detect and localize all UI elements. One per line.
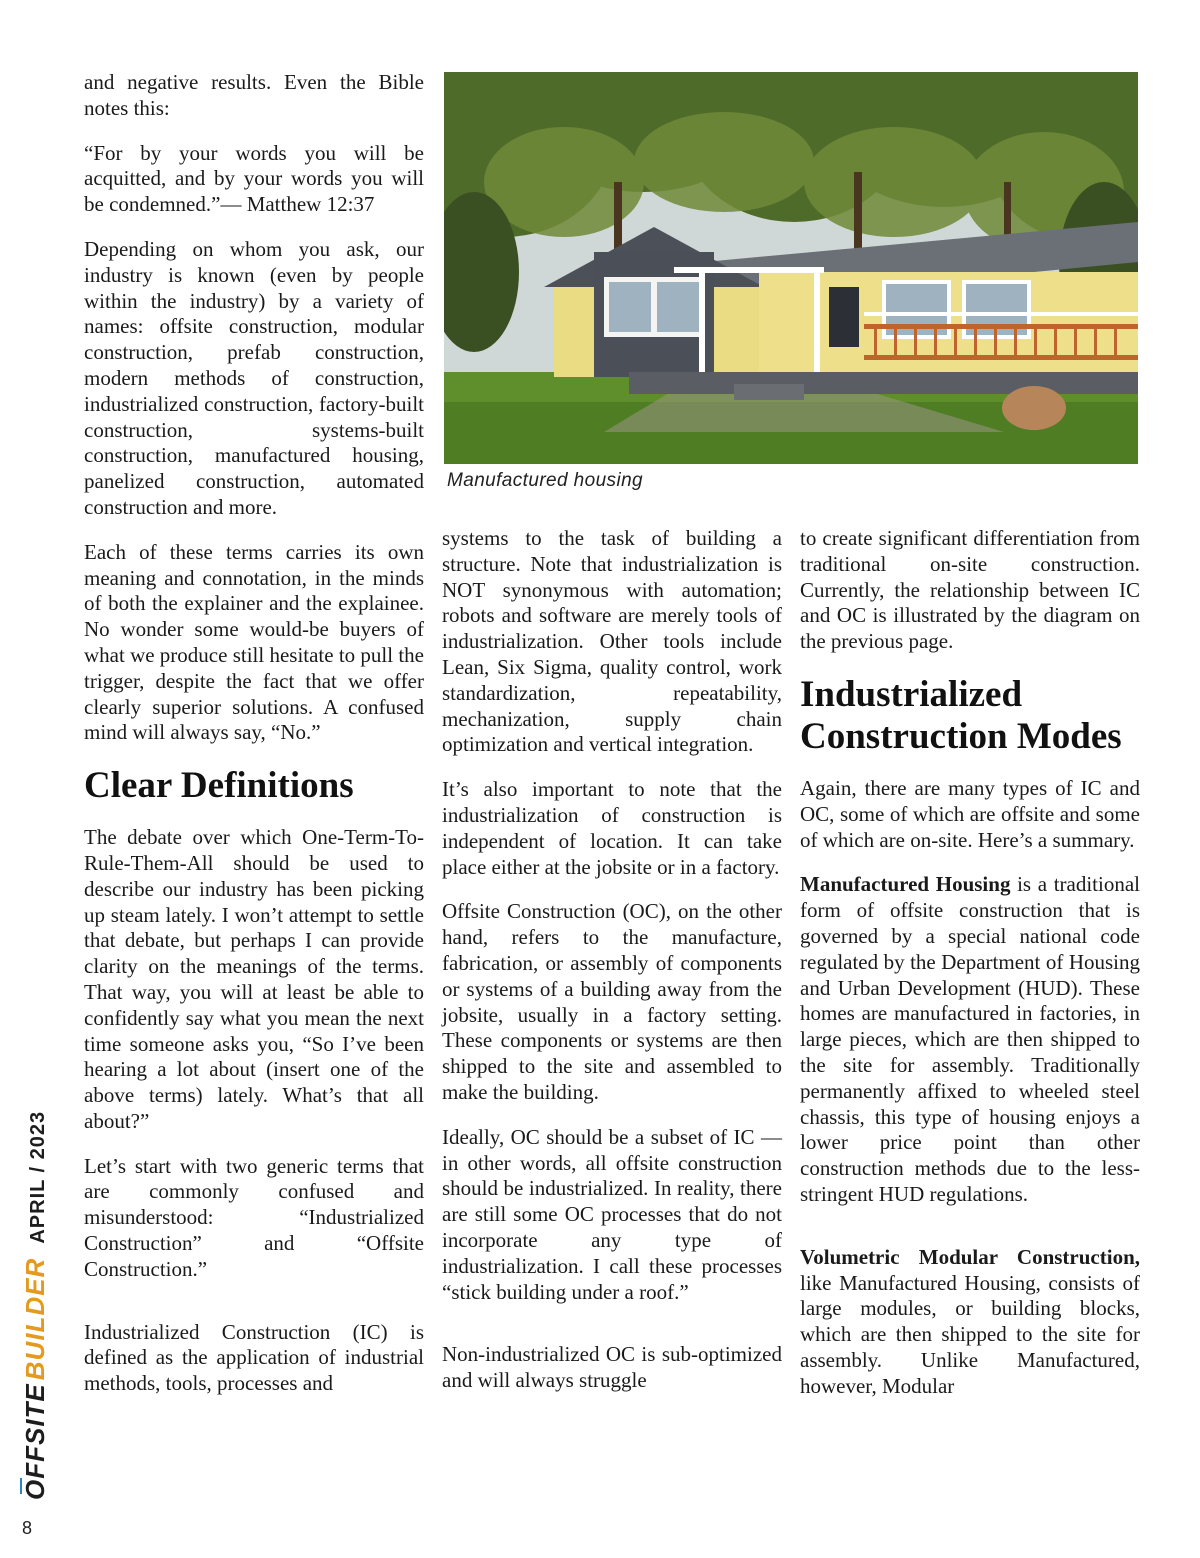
issue-date: APRIL / 2023 <box>27 1110 49 1244</box>
paragraph: systems to the task of building a structure. Note that industrialization is NOT synonymous with automation; robots and software are merely tools of industrialization. Other tools include Lean, Six Sigma, quality control, work standardization, repeatability, mechanization, supply chain optimization and vertical integration. <box>442 526 782 757</box>
paragraph-volumetric-modular <box>800 1245 1140 1400</box>
definition-text: like Manufactured Housing, consists of large modules, or building blocks, which are then shipped to the site for assembly. Unlike Manufactured, however, Modular <box>800 1270 1140 1398</box>
paragraph: Ideally, OC should be a subset of IC — in other words, all offsite construction should be industrialized. In reality, there are still some OC processes that do not incorporate any type of industrialization. I call these processes “stick building under a roof.” <box>442 1124 782 1304</box>
column-1 <box>84 70 424 1416</box>
paragraph-manufactured-housing <box>800 872 1140 1207</box>
paragraph: The debate over which One-Term-To-Rule-Them-All should be used to describe our industry has been picking up steam lately. I won’t attempt to settle that debate, but perhaps I can provide clarity on the meanings of the terms. That way, you will at least be able to confidently say what you mean the next time someone asks you, “So I’ve been hearing a lot about (insert one of the above terms) lately. What’s that all about?” <box>84 825 424 1133</box>
column-3 <box>800 526 1140 1419</box>
paragraph: Again, there are many types of IC and OC, some of which are offsite and some of which are on-site. Here’s a summary. <box>800 775 1140 852</box>
brand-offsite: OFFSITE <box>20 1383 50 1500</box>
term-volumetric-modular: Volumetric Modular Construction, <box>800 1244 1140 1269</box>
paragraph: and negative results. Even the Bible notes this: <box>84 70 424 120</box>
column-2 <box>442 526 782 1413</box>
paragraph: Offsite Construction (OC), on the other hand, refers to the manufacture, fabrication, or assembly of components or systems of a building away from the jobsite, usually in a factory setting. These components or systems are then shipped to the site and assembled to make the building. <box>442 899 782 1104</box>
brand-builder: BUILDER <box>20 1257 50 1381</box>
manufactured-housing-photo <box>444 72 1138 464</box>
paragraph: Depending on whom you ask, our industry is known (even by people within the industry) by a variety of names: offsite construction, modular construction, prefab construction, modern methods of construction, industrialized construction, factory-built construction, systems-built construction, manufactured housing, panelized construction, automated construction and more. <box>84 236 424 519</box>
bible-quote: “For by your words you will be acquitted, and by your words you will be condemned.”— Matthew 12:37 <box>84 140 424 217</box>
paragraph: Industrialized Construction (IC) is defined as the application of industrial methods, tools, processes and <box>84 1319 424 1396</box>
paragraph: It’s also important to note that the industrialization of construction is independent of location. It can take place either at the jobsite or in a factory. <box>442 777 782 879</box>
page-number: 8 <box>22 1518 33 1538</box>
paragraph: Each of these terms carries its own meaning and connotation, in the minds of both the explainer and the explainee. No wonder some would-be buyers of what we produce still hesitate to pull the trigger, despite the fact that we offer clearly superior solutions. A confused mind will always say, “No.” <box>84 539 424 745</box>
term-manufactured-housing: Manufactured Housing <box>800 872 1011 897</box>
section-heading-clear-definitions: Clear Definitions <box>84 765 354 807</box>
section-heading-industrialized-construction-modes: Industrialized Construction Modes <box>800 673 1122 757</box>
photo-caption: Manufactured housing <box>447 470 644 491</box>
paragraph: Non-industrialized OC is sub-optimized and will always struggle <box>442 1342 782 1393</box>
magazine-branding <box>20 1111 51 1500</box>
paragraph: to create significant differentiation from traditional on-site construction. Currently, the relationship between IC and OC is illustrated by the diagram on the previous page. <box>800 526 1140 654</box>
definition-text: is a traditional form of offsite construction that is governed by a special national code regulated by the Department of Housing and Urban Development (HUD). These homes are manufactured in factories, in large pieces, which are then shipped to the site for assembly. Traditionally permanently affixed to wheeled steel chassis, this type of housing enjoys a lower price point than other construction methods due to the less-stringent HUD regulations. <box>800 872 1140 1206</box>
paragraph: Let’s start with two generic terms that are commonly confused and misunderstood: “Industrialized Construction” and “Offsite Construction.” <box>84 1153 424 1281</box>
